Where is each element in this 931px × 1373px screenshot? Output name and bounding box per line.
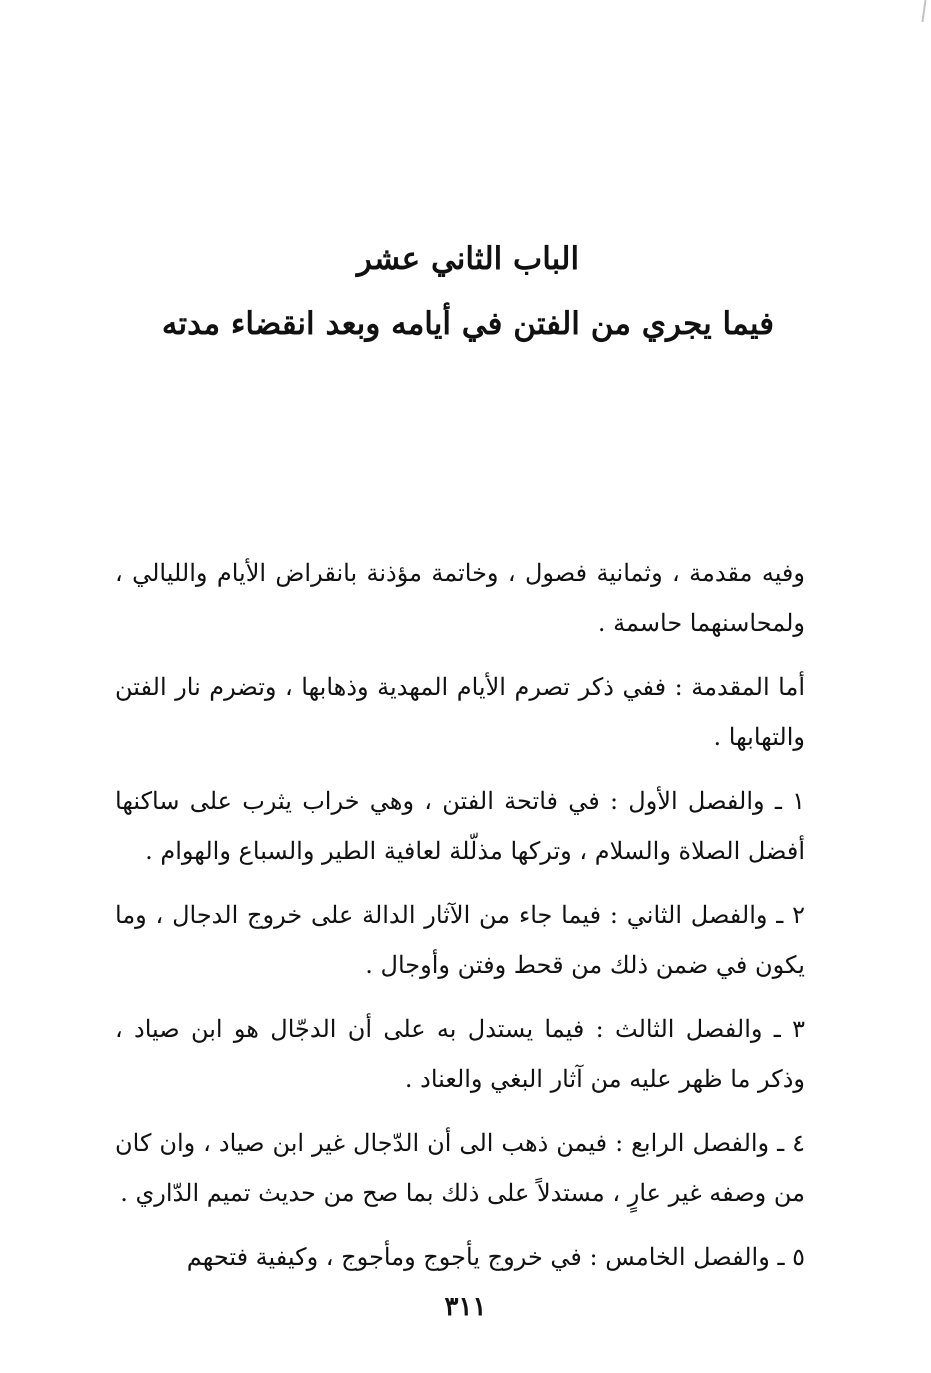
introduction-paragraph: أما المقدمة : ففي ذكر تصرم الأيام المهدية وذهابها ، وتضرم نار الفتن والتهابها . xyxy=(115,673,805,751)
chapter-title: الباب الثاني عشر xyxy=(356,241,580,277)
page-number: ٣١١ xyxy=(444,1292,487,1322)
intro-paragraph: وفيه مقدمة ، وثمانية فصول ، وخاتمة مؤذنة بانقراض الأيام والليالي ، ولمحاسنهما حاسمة . xyxy=(115,559,805,637)
section-3-paragraph: ٣ ـ والفصل الثالث : فيما يستدل به على أن الدجّال هو ابن صياد ، وذكر ما ظهر عليه من آثار البغي والعناد . xyxy=(115,1015,805,1093)
section-4-paragraph: ٤ ـ والفصل الرابع : فيمن ذهب الى أن الدّجال غير ابن صياد ، وان كان من وصفه غير عارٍ ، مستدلاً على ذلك بما صح من حديث تميم الدّاري . xyxy=(115,1129,805,1207)
chapter-contents xyxy=(115,548,805,1296)
section-5-paragraph: ٥ ـ والفصل الخامس : في خروج يأجوج ومأجوج ، وكيفية فتحهم xyxy=(186,1243,805,1271)
chapter-subtitle: فيما يجري من الفتن في أيامه وبعد انقضاء مدته xyxy=(161,306,775,342)
page-edge-mark xyxy=(921,0,926,22)
section-1-paragraph: ١ ـ والفصل الأول : في فاتحة الفتن ، وهي خراب يثرب على ساكنها أفضل الصلاة والسلام ، وتركها مذلّلة لعافية الطير والسباع والهوام . xyxy=(115,787,805,865)
section-2-paragraph: ٢ ـ والفصل الثاني : فيما جاء من الآثار الدالة على خروج الدجال ، وما يكون في ضمن ذلك من قحط وفتن وأوجال . xyxy=(115,901,805,979)
